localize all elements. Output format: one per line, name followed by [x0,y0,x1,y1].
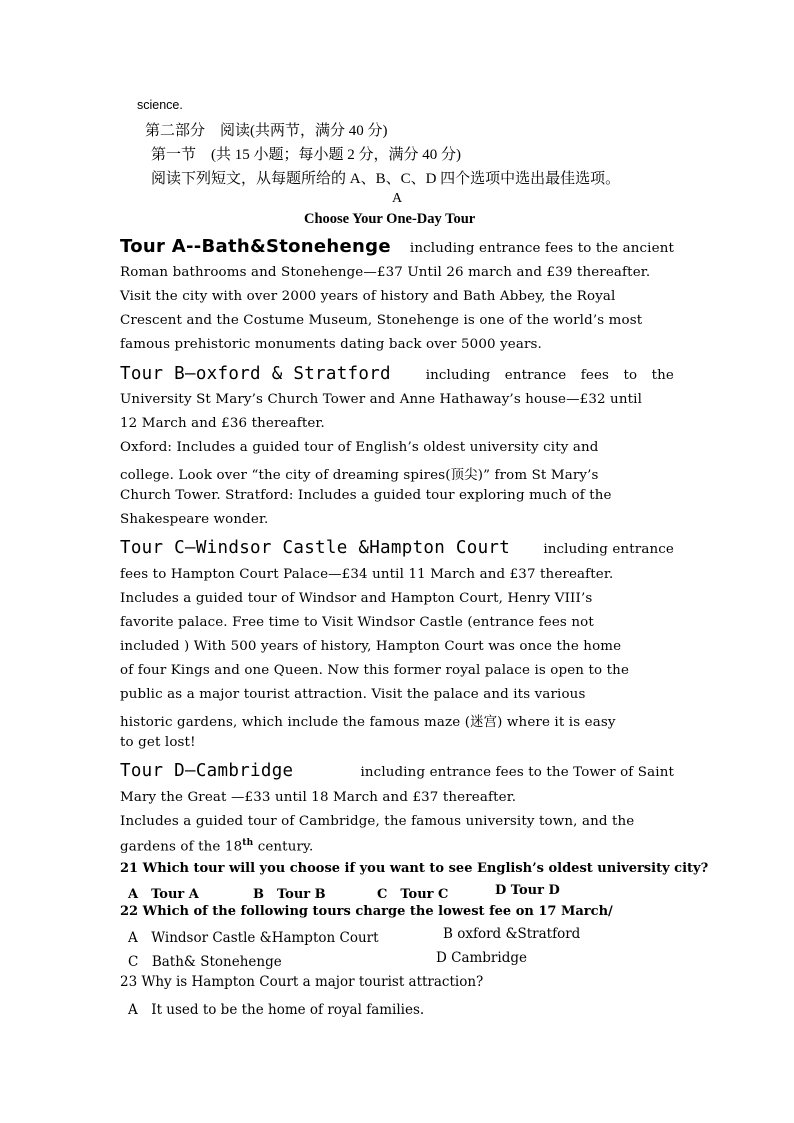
fragment-science: science. [137,98,183,112]
passage-letter: A [392,191,403,206]
tour-c-text: including entrance [543,542,674,557]
question-22-stem: 22 Which of the following tours charge the lowest fee on 17 March/ [120,904,613,919]
tour-b-line: Church Tower. Stratford: Includes a guided tour exploring much of the [120,488,612,503]
tour-b-heading-line [120,364,674,384]
tour-b-line: 12 March and £36 thereafter. [120,416,325,431]
tour-c-line: favorite palace. Free time to Visit Windsor Castle (entrance fees not [120,615,594,630]
tour-b-name: Tour B—oxford & Stratford [120,364,391,384]
tour-a-line: Roman bathrooms and Stonehenge—£37 Until 26 march and £39 thereafter. [120,265,651,280]
tour-d-line [120,838,313,854]
tour-a-line: Crescent and the Costume Museum, Stonehenge is one of the world’s most [120,313,643,328]
tour-c-line: public as a major tourist attraction. Visit the palace and its various [120,687,586,702]
tour-b-line: Oxford: Includes a guided tour of English’s oldest university city and [120,440,599,455]
tour-c-line: historic gardens, which include the famous maze (迷宫) where it is easy [120,715,616,730]
tour-a-text: including entrance fees to the ancient [409,241,674,256]
tour-d-line: Includes a guided tour of Cambridge, the famous university town, and the [120,814,635,829]
part-title: 第二部分 阅读(共两节，满分 40 分) [145,123,388,139]
instruction: 阅读下列短文，从每题所给的 A、B、C、D 四个选项中选出最佳选项。 [151,171,621,187]
section-title: 第一节 (共 15 小题；每小题 2 分，满分 40 分) [151,147,461,163]
question-22-option-c: C Bath& Stonehenge [128,954,282,970]
superscript-th: th [242,838,254,848]
tour-c-line: included ) With 500 years of history, Hampton Court was once the home [120,639,622,654]
tour-a-heading-line [120,236,674,257]
question-22-option-d: D Cambridge [436,950,527,966]
tour-b-line: college. Look over “the city of dreaming spires(顶尖)” from St Mary’s [120,468,599,483]
tour-a-name: Tour A--Bath&Stonehenge [120,236,391,257]
tour-c-heading-line [120,538,674,558]
tour-d-name: Tour D—Cambridge [120,761,294,781]
tour-c-line: of four Kings and one Queen. Now this former royal palace is open to the [120,663,630,678]
question-21-stem: 21 Which tour will you choose if you want to see English’s oldest university city? [120,861,709,876]
tour-c-line: fees to Hampton Court Palace—£34 until 11 March and £37 thereafter. [120,567,614,582]
question-21-option-c: C Tour C [377,887,449,902]
tour-d-text: including entrance fees to the Tower of Saint [360,765,674,780]
question-23-stem: 23 Why is Hampton Court a major tourist attraction? [120,974,484,990]
question-22-option-a: A Windsor Castle &Hampton Court [128,930,379,946]
passage-title: Choose Your One-Day Tour [304,211,476,227]
tour-c-name: Tour C—Windsor Castle &Hampton Court [120,538,511,558]
tour-d-heading-line [120,761,674,781]
tour-a-line: famous prehistoric monuments dating back over 5000 years. [120,337,542,352]
tour-a-line: Visit the city with over 2000 years of history and Bath Abbey, the Royal [120,289,616,304]
tour-d-line-text: gardens of the 18 [120,839,243,855]
question-21-option-d: D Tour D [495,883,560,898]
question-21-option-b: B Tour B [253,887,326,902]
tour-d-line: Mary the Great —£33 until 18 March and £37 thereafter. [120,790,517,805]
question-21-option-a: A Tour A [128,887,199,902]
tour-b-text: including entrance fees to the [425,368,674,383]
tour-c-line: to get lost! [120,735,196,750]
tour-d-line-text: century. [253,839,314,855]
question-22-option-b: B oxford &Stratford [443,926,581,942]
question-23-option-a: A It used to be the home of royal families. [128,1002,425,1018]
tour-b-line: Shakespeare wonder. [120,512,269,527]
tour-c-line: Includes a guided tour of Windsor and Hampton Court, Henry VIII’s [120,591,593,606]
tour-b-line: University St Mary’s Church Tower and Anne Hathaway’s house—£32 until [120,392,643,407]
